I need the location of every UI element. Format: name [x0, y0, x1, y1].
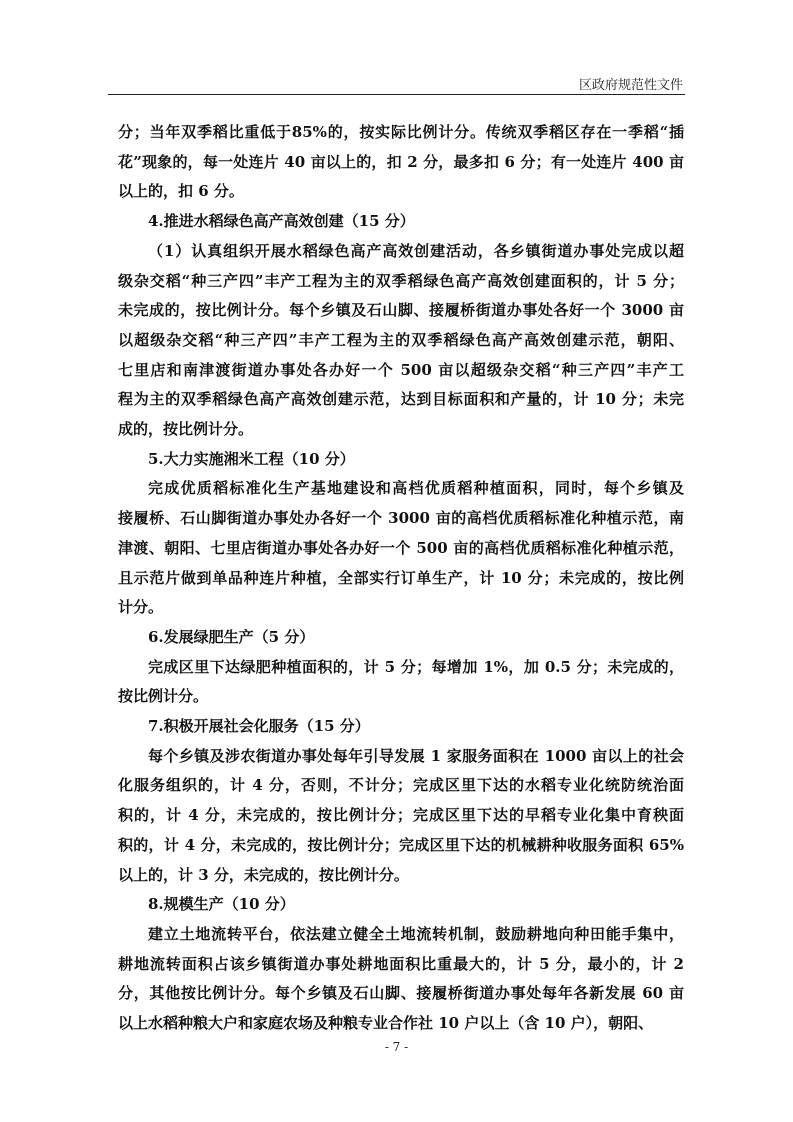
- text-line: 花”现象的，每一处连片 40 亩以上的，扣 2 分，最多扣 6 分；有一处连片 400 亩: [118, 152, 684, 171]
- text-line: 级杂交稻“种三产四”丰产工程为主的双季稻绿色高产高效创建面积的，计 5 分；: [118, 271, 684, 290]
- text-line: 完成优质稻标准化生产基地建设和高档优质稻种植面积，同时，每个乡镇及: [148, 479, 684, 498]
- text-line: 未完成的，按比例计分。每个乡镇及石山脚、接履桥街道办事处各好一个 3000 亩: [118, 301, 684, 320]
- paragraph: [118, 920, 684, 1039]
- header-divider: [108, 94, 685, 95]
- text-line: 6.发展绿肥生产（5 分）: [148, 627, 315, 646]
- text-line: 5.大力实施湘米工程（10 分）: [148, 449, 355, 468]
- text-line: 积的，计 4 分，未完成的，按比例计分；完成区里下达的早稻专业化集中育秧面: [118, 806, 684, 825]
- paragraph: [118, 118, 684, 207]
- paragraph: [118, 653, 684, 712]
- document-header-label: 区政府规范性文件: [578, 78, 683, 93]
- text-line: （1）认真组织开展水稻绿色高产高效创建活动，各乡镇街道办事处完成以超: [148, 241, 684, 260]
- text-line: 4.推进水稻绿色高产高效创建（15 分）: [148, 212, 415, 231]
- paragraph: [118, 890, 684, 920]
- text-line: 分，其他按比例计分。每个乡镇及石山脚、接履桥街道办事处每年各新发展 60 亩: [118, 984, 684, 1003]
- paragraph: [118, 742, 684, 891]
- paragraph: [118, 474, 684, 623]
- text-line: 以上的，扣 6 分。: [118, 182, 244, 201]
- text-line: 建立土地流转平台，依法建立健全土地流转机制，鼓励耕地向种田能手集中，: [148, 924, 684, 943]
- text-line: 七里店和南津渡街道办事处各办好一个 500 亩以超级杂交稻“种三产四”丰产工: [118, 360, 684, 379]
- text-line: 以超级杂交稻“种三产四”丰产工程为主的双季稻绿色高产高效创建示范，朝阳、: [118, 330, 684, 349]
- text-line: 积的，计 4 分，未完成的，按比例计分；完成区里下达的机械耕种收服务面积 65%: [118, 835, 684, 854]
- text-line: 以上水稻种粮大户和家庭农场及种粮专业合作社 10 户以上（含 10 户），朝阳、: [118, 1014, 654, 1033]
- text-line: 计分。: [118, 598, 164, 617]
- paragraph: [118, 237, 684, 445]
- text-line: 程为主的双季稻绿色高产高效创建示范，达到目标面积和产量的，计 10 分；未完: [118, 390, 684, 409]
- text-line: 8.规模生产（10 分）: [148, 895, 295, 914]
- text-line: 津渡、朝阳、七里店街道办事处各办好一个 500 亩的高档优质稻标准化种植示范，: [118, 538, 684, 557]
- text-line: 按比例计分。: [118, 687, 209, 706]
- paragraph: [118, 623, 684, 653]
- text-line: 每个乡镇及涉农街道办事处每年引导发展 1 家服务面积在 1000 亩以上的社会: [148, 746, 684, 765]
- text-line: 成的，按比例计分。: [118, 420, 254, 439]
- page-number: - 7 -: [384, 1040, 409, 1054]
- paragraph: [118, 445, 684, 475]
- text-line: 以上的，计 3 分，未完成的，按比例计分。: [118, 865, 409, 884]
- text-line: 分；当年双季稻比重低于85%的，按实际比例计分。传统双季稻区存在一季稻“插: [118, 123, 684, 141]
- text-line: 完成区里下达绿肥种植面积的，计 5 分；每增加 1%，加 0.5 分；未完成的，: [148, 657, 684, 676]
- text-line: 且示范片做到单品种连片种植，全部实行订单生产，计 10 分；未完成的，按比例: [118, 568, 684, 587]
- text-line: 耕地流转面积占该乡镇街道办事处耕地面积比重最大的，计 5 分，最小的，计 2: [118, 954, 684, 973]
- paragraph: [118, 207, 684, 237]
- document-body: [118, 118, 684, 1039]
- paragraph: [118, 712, 684, 742]
- text-line: 化服务组织的，计 4 分，否则，不计分；完成区里下达的水稻专业化统防统治面: [118, 776, 684, 795]
- text-line: 7.积极开展社会化服务（15 分）: [148, 717, 370, 736]
- text-line: 接履桥、石山脚街道办事处办各好一个 3000 亩的高档优质稻标准化种植示范，南: [118, 509, 684, 528]
